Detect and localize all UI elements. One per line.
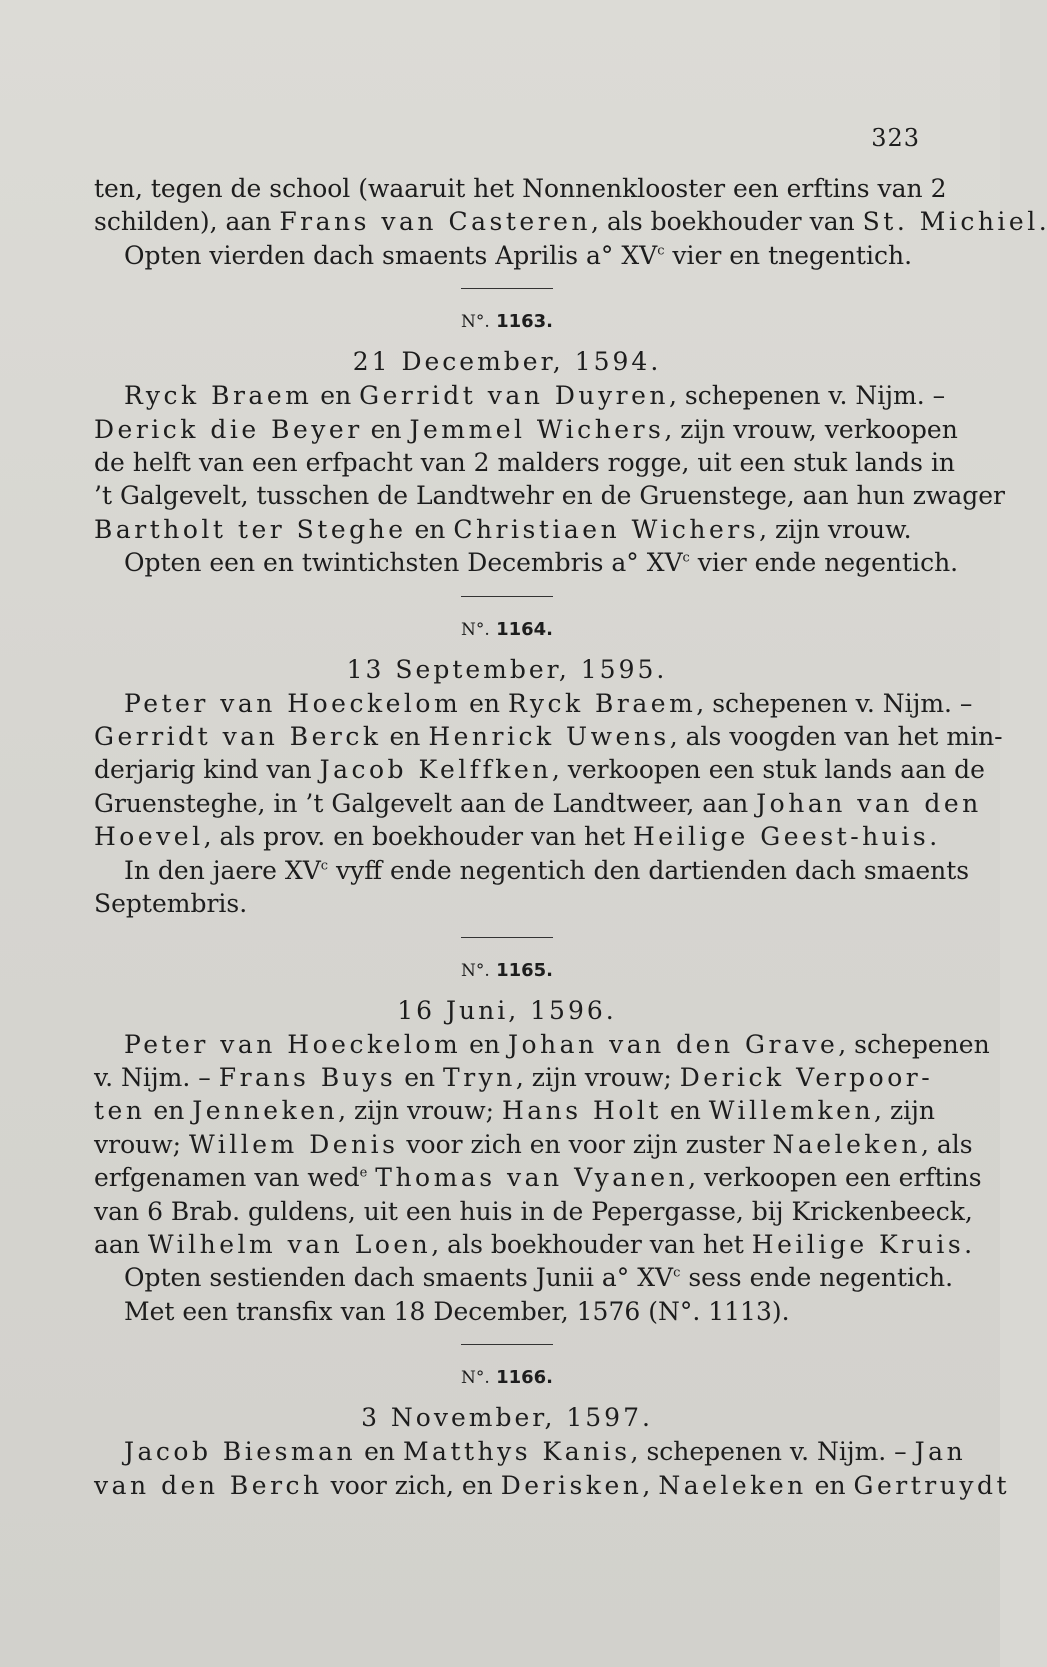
person-name: Frans van Casteren <box>279 207 592 237</box>
text-line: Peter van Hoeckelom en Johan van den Grave, schepenen <box>124 1029 990 1059</box>
text-line: van 6 Brab. guldens, uit een huis in de Pepergasse, bij Krickenbeeck, <box>94 1196 973 1226</box>
text-line: ’t Galgevelt, tusschen de Landtwehr en de Gruenstege, aan hun zwager <box>94 481 1006 511</box>
text-line: Derick die Beyer en Jemmel Wichers, zijn vrouw, verkoopen <box>94 414 958 444</box>
text-line: Bartholt ter Steghe en Christiaen Wichers, zijn vrouw. <box>94 514 912 544</box>
entry-date: 21 December, 1594. <box>352 347 662 377</box>
text-line: de helft van een erfpacht van 2 malders rogge, uit een stuk lands in <box>94 448 956 478</box>
entry-number: N°. 1166. <box>461 1367 553 1389</box>
entry-date: 16 Juni, 1596. <box>397 995 617 1025</box>
text-line: van den Berch voor zich, en Derisken, Naeleken en Gertruydt <box>94 1470 1011 1500</box>
entry-number: N°. 1164. <box>461 618 553 640</box>
text-line: Peter van Hoeckelom en Ryck Braem, schepenen v. Nijm. – <box>124 688 973 718</box>
section-divider <box>461 1344 553 1345</box>
text-line: Jacob Biesman en Matthys Kanis, schepenen v. Nijm. – Jan <box>124 1437 967 1467</box>
text-line: In den jaere $XV^c$ vyff ende negentich den dartienden dach smaents <box>124 855 970 885</box>
text-line: Gerridt van Berck en Henrick Uwens, als voogden van het min- <box>94 722 1003 752</box>
entry-1163 <box>94 309 1006 579</box>
entry-1166 <box>94 1365 1011 1502</box>
text-line: Met een transfix van 18 December, 1576 (N°. 1113). <box>124 1296 790 1326</box>
text-line: Opten vierden dach smaents Aprilis a° $XV^c$ vier en tnegentich. <box>124 240 913 270</box>
entry-date: 13 September, 1595. <box>346 654 668 684</box>
entry-date: 3 November, 1597. <box>361 1403 653 1433</box>
text-line: v. Nijm. – Frans Buys en Tryn, zijn vrouw; Derick Verpoor- <box>94 1062 934 1092</box>
text-line: ten, tegen de school (waaruit het Nonnenklooster een erftins van 2 <box>94 174 947 203</box>
text-line: schilden), aan Frans van Casteren, als boekhouder van St. Michiel. <box>94 207 1047 237</box>
entry-number: N°. 1163. <box>461 311 553 333</box>
text-line: aan Wilhelm van Loen, als boekhouder van het Heilige Kruis. <box>94 1229 973 1259</box>
text-line: vrouw; Willem Denis voor zich en voor zijn zuster Naeleken, als <box>94 1129 973 1159</box>
text-line: Opten een en twintichsten Decembris a° $XV^c$ vier ende negentich. <box>124 548 959 578</box>
section-divider <box>461 288 553 289</box>
text-line: Opten sestienden dach smaents Junii a° $XV^c$ sess ende negentich. <box>124 1263 954 1293</box>
entry-number: N°. 1165. <box>461 959 553 981</box>
text-line: derjarig kind van Jacob Kelffken, verkoopen een stuk lands aan de <box>94 755 985 785</box>
text-line: erfgenamen van wed$^e$ Thomas van Vyanen, verkoopen een erftins <box>94 1163 982 1193</box>
page-number: 323 <box>871 124 920 152</box>
institution-name: St. Michiel <box>862 207 1039 237</box>
section-divider <box>461 937 553 938</box>
text-line: Hoevel, als prov. en boekhouder van het Heilige Geest-huis. <box>94 822 938 852</box>
text-line: Gruensteghe, in ’t Galgevelt aan de Landtweer, aan Johan van den <box>94 788 982 818</box>
entry-1165 <box>94 958 990 1329</box>
page-body <box>94 172 1047 1502</box>
text-line: ten en Jenneken, zijn vrouw; Hans Holt en Willemken, zijn <box>94 1096 935 1126</box>
text-line: Septembris. <box>94 889 248 919</box>
intro-paragraph <box>94 172 1047 272</box>
text-line: Ryck Braem en Gerridt van Duyren, schepenen v. Nijm. – <box>124 381 946 411</box>
section-divider <box>461 596 553 597</box>
entry-1164 <box>94 617 1003 921</box>
